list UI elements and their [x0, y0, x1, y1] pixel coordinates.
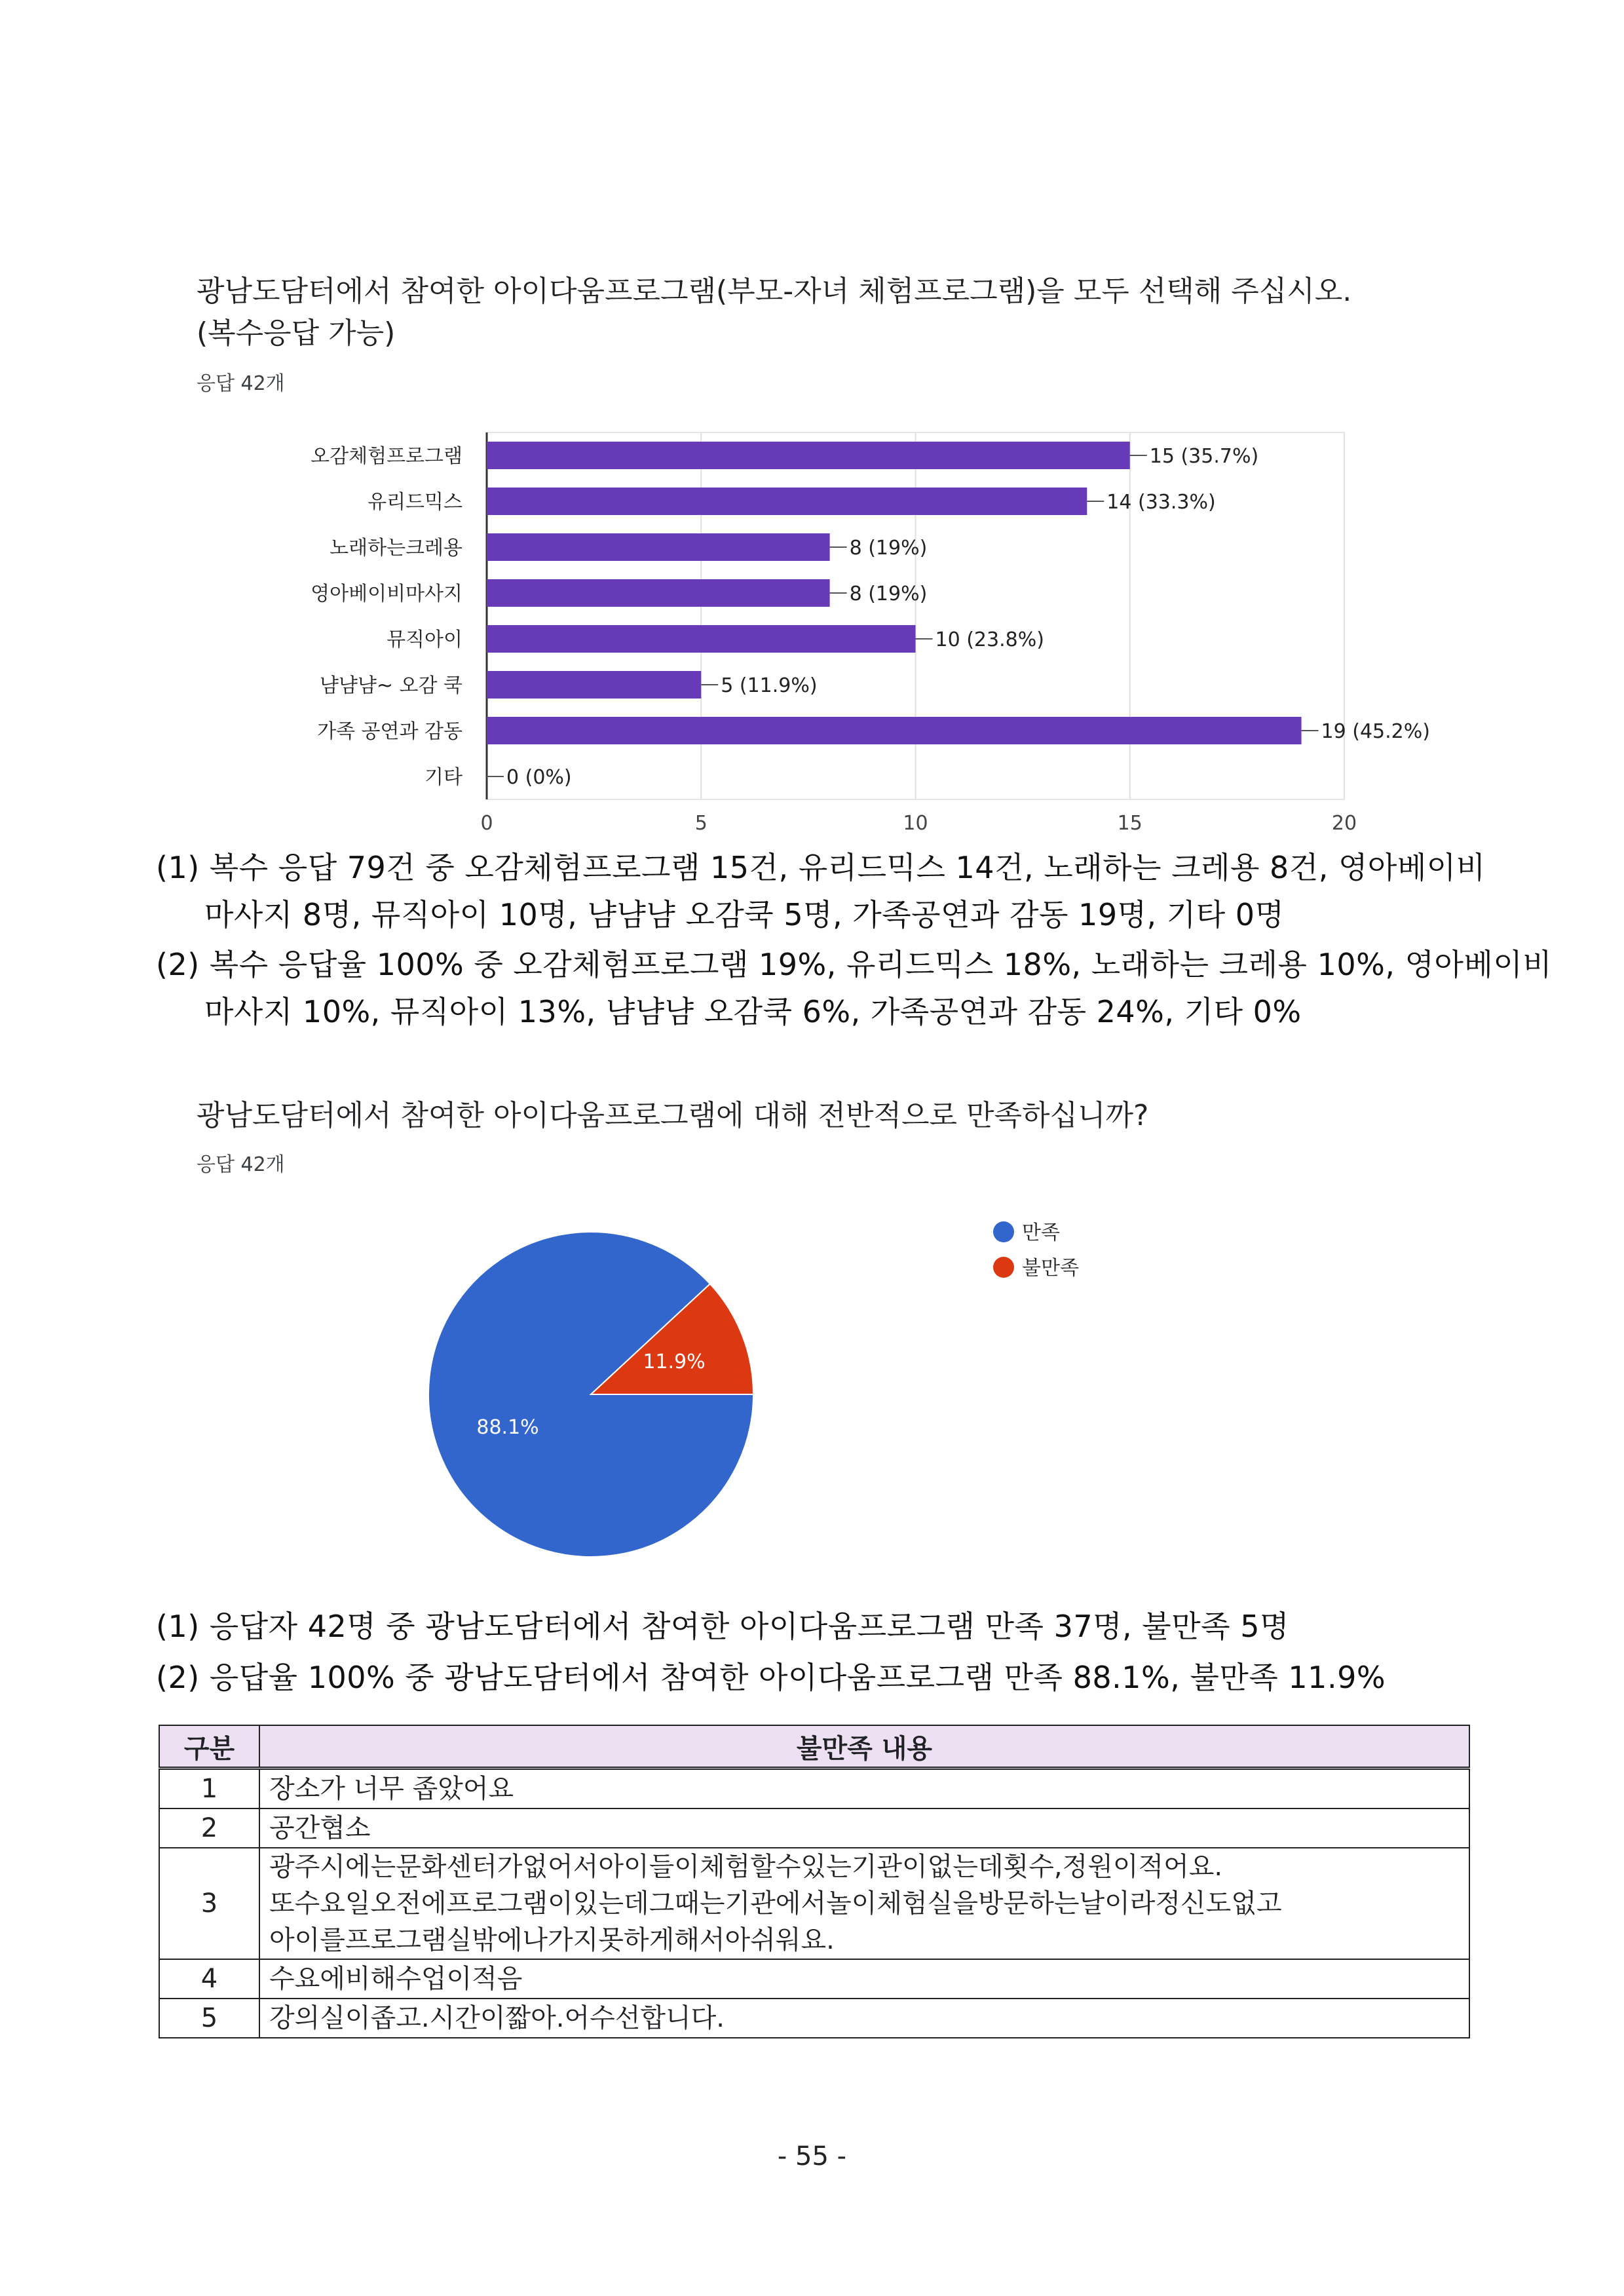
- x-tick-label: 20: [1331, 812, 1357, 835]
- data-label: 15 (35.7%): [1149, 445, 1259, 468]
- row-number: 3: [159, 1848, 259, 1959]
- table-header-content: 불만족 내용: [259, 1725, 1469, 1769]
- category-label: 가족 공연과 감동: [317, 720, 463, 743]
- x-tick-label: 15: [1117, 812, 1142, 835]
- row-content: 수요에비해수업이적음: [259, 1959, 1469, 1999]
- page-number: - 55 -: [777, 2141, 847, 2172]
- data-label: 14 (33.3%): [1106, 491, 1216, 514]
- x-tick-label: 10: [903, 812, 928, 835]
- row-number: 4: [159, 1959, 259, 1999]
- summary-1-line1: (1) 복수 응답 79건 중 오감체험프로그램 15건, 유리드믹스 14건, 노래하는 크레용 8건, 영아베이비: [156, 850, 1486, 885]
- row-number: 2: [159, 1808, 259, 1848]
- pie-data-label: 88.1%: [476, 1415, 539, 1439]
- data-label: 8 (19%): [849, 583, 928, 605]
- summary-1-line2: 마사지 8명, 뮤직아이 10명, 냠냠냠 오감쿡 5명, 가족공연과 감동 19명, 기타 0명: [204, 897, 1285, 932]
- bar: [487, 625, 916, 653]
- row-number: 1: [159, 1769, 259, 1809]
- question-title-line1: 광남도담터에서 참여한 아이다움프로그램(부모-자녀 체험프로그램)을 모두 선택해 주십시오.: [197, 275, 1352, 308]
- summary2-line2: (2) 응답율 100% 중 광남도담터에서 참여한 아이다움프로그램 만족 88.1%, 불만족 11.9%: [156, 1660, 1386, 1695]
- summary-2-line2: 마사지 10%, 뮤직아이 13%, 냠냠냠 오감쿡 6%, 가족공연과 감동 24%, 기타 0%: [204, 994, 1302, 1029]
- legend-label: 만족: [1022, 1221, 1060, 1244]
- data-label: 5 (11.9%): [721, 674, 818, 697]
- pie-data-label: 11.9%: [643, 1350, 706, 1374]
- complaints-table: [159, 1725, 1470, 2038]
- row-content-line: 아이를프로그램실밖에나가지못하게해서아쉬워요.: [269, 1925, 835, 1955]
- data-label: 0 (0%): [506, 766, 572, 789]
- bar: [487, 579, 830, 607]
- row-content: 공간협소: [259, 1808, 1469, 1848]
- table-row: [159, 1848, 1469, 1959]
- category-label: 기타: [425, 766, 463, 789]
- table-row: [159, 1769, 1469, 1809]
- row-content: 장소가 너무 좁았어요: [259, 1769, 1469, 1809]
- data-label: 8 (19%): [849, 537, 928, 560]
- pie-chart: [393, 1193, 1179, 1573]
- row-content: [259, 1848, 1469, 1959]
- legend-swatch: [993, 1221, 1014, 1242]
- summary2-line1: (1) 응답자 42명 중 광남도담터에서 참여한 아이다움프로그램 만족 37명, 불만족 5명: [156, 1609, 1289, 1644]
- table-row: [159, 1959, 1469, 1999]
- category-label: 노래하는크레용: [330, 537, 463, 560]
- category-label: 유리드믹스: [368, 491, 463, 514]
- row-number: 5: [159, 1999, 259, 2038]
- table-header-category: 구분: [159, 1725, 259, 1769]
- response-count: 응답 42개: [197, 372, 285, 395]
- row-content: 강의실이좁고.시간이짧아.어수선합니다.: [259, 1999, 1469, 2038]
- question2-title: 광남도담터에서 참여한 아이다움프로그램에 대해 전반적으로 만족하십니까?: [197, 1099, 1149, 1132]
- bar: [487, 488, 1087, 515]
- category-label: 뮤직아이: [387, 628, 463, 651]
- bar: [487, 671, 701, 698]
- category-label: 영아베이비마사지: [311, 583, 463, 605]
- row-content-line: 또수요일오전에프로그램이있는데그때는기관에서놀이체험실을방문하는날이라정신도없고: [269, 1888, 1282, 1919]
- table-row: [159, 1999, 1469, 2038]
- bar: [487, 533, 830, 561]
- category-label: 냠냠냠~ 오감 쿡: [319, 674, 463, 697]
- x-tick-label: 0: [480, 812, 493, 835]
- row-content-line: 광주시에는문화센터가없어서아이들이체험할수있는기관이없는데횟수,정원이적어요.: [269, 1852, 1223, 1882]
- x-tick-label: 5: [694, 812, 708, 835]
- category-label: 오감체험프로그램: [311, 445, 463, 468]
- bar-chart: [0, 0, 1624, 852]
- data-label: 10 (23.8%): [935, 628, 1044, 651]
- summary-2-line1: (2) 복수 응답율 100% 중 오감체험프로그램 19%, 유리드믹스 18%, 노래하는 크레용 10%, 영아베이비: [156, 947, 1553, 982]
- legend-label: 불만족: [1022, 1257, 1079, 1280]
- bar: [487, 442, 1130, 469]
- data-label: 19 (45.2%): [1321, 720, 1430, 743]
- legend-swatch: [993, 1257, 1014, 1278]
- bar: [487, 717, 1302, 744]
- question-title-line2: (복수응답 가능): [197, 316, 396, 350]
- response-count-2: 응답 42개: [197, 1153, 285, 1176]
- table-row: [159, 1808, 1469, 1848]
